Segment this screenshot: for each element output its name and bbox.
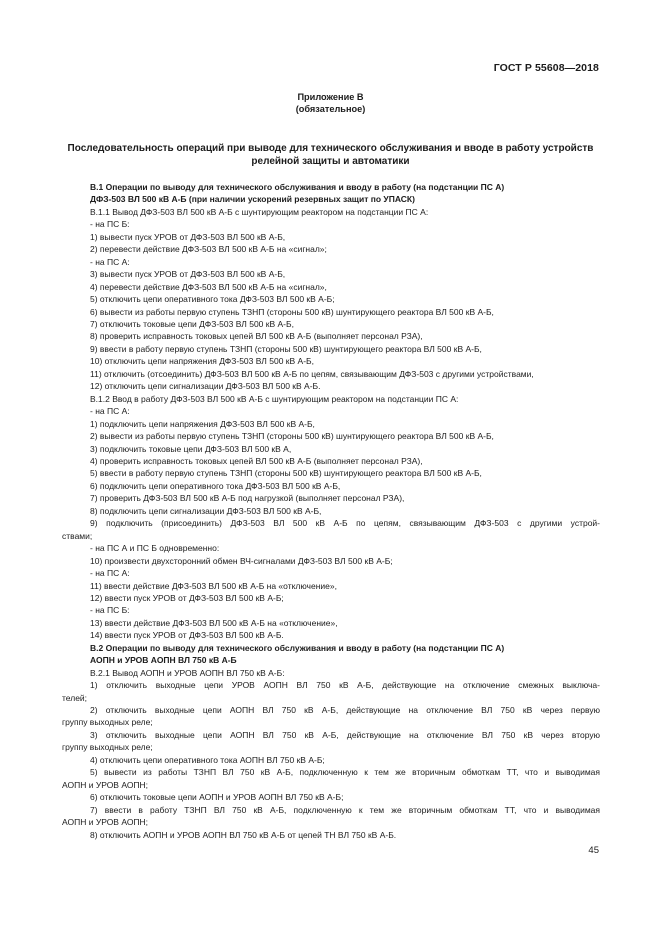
text-line: 8) отключить АОПН и УРОВ АОПН ВЛ 750 кВ А-Б от цепей ТН ВЛ 750 кВ А-Б.: [90, 829, 397, 840]
text-line: 5) отключить цепи оперативного тока ДФЗ-503 ВЛ 500 кВ А-Б;: [90, 294, 335, 305]
text-line: 4) проверить исправность токовых цепей ВЛ 500 кВ А-Б (выполняет персонал РЗА),: [90, 455, 423, 466]
document-body: [62, 181, 600, 841]
text-line: 10) отключить цепи напряжения ДФЗ-503 ВЛ 500 кВ А-Б,: [90, 356, 314, 367]
appendix-title: Приложение В: [297, 92, 364, 102]
text-line: В.1.1 Вывод ДФЗ-503 ВЛ 500 кВ А-Б с шунтирующим реактором на подстанции ПС А:: [90, 206, 429, 217]
text-line: 9) подключить (присоединить) ДФЗ-503 ВЛ 500 кВ А-Б по цепям, связывающим ДФЗ-503 с другими устрой-: [90, 518, 600, 529]
text-line: АОПН и УРОВ АОПН;: [62, 779, 149, 790]
text-line: 2) отключить выходные цепи АОПН ВЛ 750 кВ А-Б, действующие на отключение ВЛ 750 кВ через первую: [90, 705, 600, 716]
text-line: 6) подключить цепи оперативного тока ДФЗ-503 ВЛ 500 кВ А-Б,: [90, 480, 341, 491]
text-line: 11) ввести действие ДФЗ-503 ВЛ 500 кВ А-Б на «отключение»,: [90, 580, 337, 591]
page-number: 45: [588, 845, 599, 856]
text-line: 8) проверить исправность токовых цепей ВЛ 500 кВ А-Б (выполняет персонал РЗА),: [90, 331, 423, 342]
text-line: 12) ввести пуск УРОВ от ДФЗ-503 ВЛ 500 кВ А-Б;: [90, 592, 284, 603]
text-line: 7) отключить токовые цепи ДФЗ-503 ВЛ 500 кВ А-Б,: [90, 318, 294, 329]
text-line: - на ПС Б:: [90, 219, 130, 230]
standard-designation: ГОСТ Р 55608—2018: [493, 62, 599, 74]
text-line: 1) отключить выходные цепи УРОВ АОПН ВЛ 750 кВ А-Б, действующие на отключение смежных выключа-: [90, 680, 600, 691]
document-title: Последовательность операций при выводе для технического обслуживания и вводе в работу устройств релейной защиты и автоматики: [67, 143, 594, 167]
section-heading-line: ДФЗ-503 ВЛ 500 кВ А-Б (при наличии ускорений резервных защит по УПАСК): [90, 194, 415, 205]
text-line: - на ПС А:: [90, 256, 130, 267]
text-line: - на ПС Б:: [90, 605, 130, 616]
text-line: 11) отключить (отсоединить) ДФЗ-503 ВЛ 500 кВ А-Б по цепям, связывающим ДФЗ-503 с другими устройствами,: [90, 368, 534, 379]
text-line: В.2.1 Вывод АОПН и УРОВ АОПН ВЛ 750 кВ А-Б:: [90, 667, 285, 678]
text-line: - на ПС А и ПС Б одновременно:: [90, 543, 220, 554]
text-line: 13) ввести действие ДФЗ-503 ВЛ 500 кВ А-Б на «отключение»,: [90, 617, 338, 628]
text-line: В.1.2 Ввод в работу ДФЗ-503 ВЛ 500 кВ А-Б с шунтирующим реактором на подстанции ПС А:: [90, 393, 459, 404]
text-line: 14) ввести пуск УРОВ от ДФЗ-503 ВЛ 500 кВ А-Б.: [90, 630, 284, 641]
text-line: 4) перевести действие ДФЗ-503 ВЛ 500 кВ А-Б на «сигнал»,: [90, 281, 327, 292]
text-line: 7) ввести в работу ТЗНП ВЛ 750 кВ А-Б, подключенную к тем же вторичным обмоткам ТТ, что и выводимая: [90, 804, 600, 815]
appendix-status: (обязательное): [295, 104, 366, 114]
text-line: 2) перевести действие ДФЗ-503 ВЛ 500 кВ А-Б на «сигнал»;: [90, 244, 327, 255]
text-line: 1) подключить цепи напряжения ДФЗ-503 ВЛ 500 кВ А-Б,: [90, 418, 315, 429]
text-line: группу выходных реле;: [62, 717, 153, 728]
text-line: 1) вывести пуск УРОВ от ДФЗ-503 ВЛ 500 кВ А-Б,: [90, 231, 286, 242]
text-line: 9) ввести в работу первую ступень ТЗНП (стороны 500 кВ) шунтирующего реактора ВЛ 500 кВ А-Б,: [90, 343, 482, 354]
text-line: - на ПС А:: [90, 406, 130, 417]
text-line: 6) отключить токовые цепи АОПН и УРОВ АОПН ВЛ 750 кВ А-Б;: [90, 792, 344, 803]
text-line: 2) вывести из работы первую ступень ТЗНП (стороны 500 кВ) шунтирующего реактора ВЛ 500 кВ А-Б,: [90, 431, 494, 442]
text-line: группу выходных реле;: [62, 742, 153, 753]
text-line: 3) подключить токовые цепи ДФЗ-503 ВЛ 500 кВ А,: [90, 443, 292, 454]
section-heading-line: АОПН и УРОВ АОПН ВЛ 750 кВ А-Б: [90, 655, 237, 666]
text-line: - на ПС А:: [90, 568, 130, 579]
section-heading-line: В.2 Операции по выводу для технического обслуживания и вводу в работу (на подстанции ПС А): [90, 642, 505, 653]
text-line: ствами;: [62, 530, 93, 541]
text-line: 12) отключить цепи сигнализации ДФЗ-503 ВЛ 500 кВ А-Б.: [90, 381, 321, 392]
text-line: 10) произвести двухсторонний обмен ВЧ-сигналами ДФЗ-503 ВЛ 500 кВ А-Б;: [90, 555, 393, 566]
text-line: 8) подключить цепи сигнализации ДФЗ-503 ВЛ 500 кВ А-Б,: [90, 505, 322, 516]
text-line: 5) вывести из работы ТЗНП ВЛ 750 кВ А-Б, подключенную к тем же вторичным обмоткам ТТ, что и выводимая: [90, 767, 600, 778]
text-line: 7) проверить ДФЗ-503 ВЛ 500 кВ А-Б под нагрузкой (выполняет персонал РЗА),: [90, 493, 405, 504]
text-line: 5) ввести в работу первую ступень ТЗНП (стороны 500 кВ) шунтирующего реактора ВЛ 500 кВ А-Б,: [90, 468, 482, 479]
section-heading-line: В.1 Операции по выводу для технического обслуживания и вводу в работу (на подстанции ПС А): [90, 182, 505, 192]
text-line: 3) вывести пуск УРОВ от ДФЗ-503 ВЛ 500 кВ А-Б,: [90, 269, 286, 280]
text-line: АОПН и УРОВ АОПН;: [62, 817, 149, 828]
text-line: 3) отключить выходные цепи АОПН ВЛ 750 кВ А-Б, действующие на отключение ВЛ 750 кВ через вторую: [90, 729, 600, 740]
text-line: телей;: [62, 692, 88, 703]
text-line: 4) отключить цепи оперативного тока АОПН ВЛ 750 кВ А-Б;: [90, 754, 325, 765]
text-line: 6) вывести из работы первую ступень ТЗНП (стороны 500 кВ) шунтирующего реактора ВЛ 500 кВ А-Б,: [90, 306, 494, 317]
